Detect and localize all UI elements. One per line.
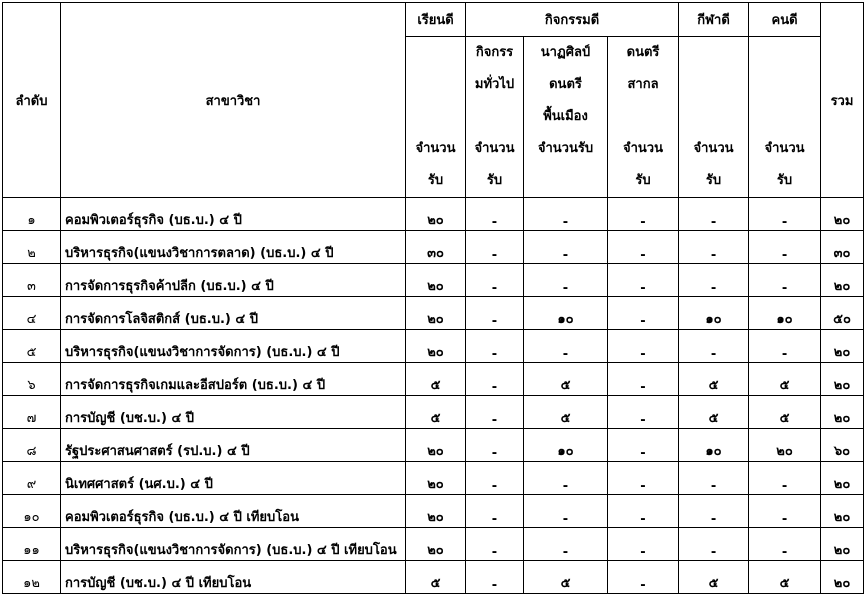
header-no: ลำดับ — [3, 3, 61, 198]
row-no: ๑๐ — [3, 495, 61, 528]
row-no: ๑๑ — [3, 528, 61, 561]
row-academic: ๒๐ — [406, 198, 466, 231]
row-major: บริหารธุรกิจ(แขนงวิชาการจัดการ) (บธ.บ.) ๔ ปี เทียบโอน — [61, 528, 406, 561]
row-major: การบัญชี (บช.บ.) ๔ ปี เทียบโอน — [61, 561, 406, 594]
row-sport: - — [679, 495, 749, 528]
header-activity: กิจกรรมดี — [466, 3, 679, 37]
row-total: ๒๐ — [821, 561, 864, 594]
row-sport: - — [679, 198, 749, 231]
row-activity-intl: - — [608, 330, 679, 363]
row-total: ๒๐ — [821, 495, 864, 528]
row-academic: ๕ — [406, 396, 466, 429]
row-activity-folk: ๕ — [524, 363, 608, 396]
row-academic: ๒๐ — [406, 264, 466, 297]
row-major: การบัญชี (บช.บ.) ๔ ปี — [61, 396, 406, 429]
row-good-person: ๕ — [749, 363, 821, 396]
row-no: ๙ — [3, 462, 61, 495]
row-activity-general: - — [466, 495, 524, 528]
row-good-person: - — [749, 495, 821, 528]
act-folk-line1: นาฏศิลป์ — [540, 45, 591, 60]
subheader-activity-intl-music — [608, 37, 679, 198]
act-folk-line3: พื้นเมือง — [543, 109, 588, 124]
row-good-person: - — [749, 528, 821, 561]
row-activity-intl: - — [608, 528, 679, 561]
row-academic: ๒๐ — [406, 429, 466, 462]
table-row — [3, 363, 864, 396]
row-academic: ๕ — [406, 561, 466, 594]
row-activity-intl: - — [608, 429, 679, 462]
row-good-person: - — [749, 264, 821, 297]
row-activity-general: - — [466, 429, 524, 462]
act-intl-line1: ดนตรี — [626, 45, 660, 60]
row-activity-intl: - — [608, 198, 679, 231]
row-sport: - — [679, 462, 749, 495]
admission-quota-table — [2, 2, 864, 594]
row-no: ๑ — [3, 198, 61, 231]
count-label-line2: รับ — [486, 173, 503, 188]
header-total: รวม — [821, 3, 864, 198]
row-academic: ๓๐ — [406, 231, 466, 264]
row-activity-intl: - — [608, 495, 679, 528]
count-label-line1: จำนวน — [415, 141, 456, 156]
count-label-line1: จำนวน — [474, 141, 515, 156]
header-good-person: คนดี — [749, 3, 821, 37]
row-academic: ๒๐ — [406, 462, 466, 495]
table-row — [3, 528, 864, 561]
row-academic: ๒๐ — [406, 528, 466, 561]
row-total: ๒๐ — [821, 198, 864, 231]
row-sport: - — [679, 528, 749, 561]
table-row — [3, 495, 864, 528]
row-total: ๕๐ — [821, 297, 864, 330]
row-activity-general: - — [466, 462, 524, 495]
row-academic: ๕ — [406, 363, 466, 396]
row-activity-folk: - — [524, 198, 608, 231]
count-label-line1: จำนวน — [693, 141, 734, 156]
row-activity-folk: ๑๐ — [524, 297, 608, 330]
header-sport: กีฬาดี — [679, 3, 749, 37]
subheader-academic-count — [406, 37, 466, 198]
table-row — [3, 561, 864, 594]
header-major: สาขาวิชา — [61, 3, 406, 198]
row-sport: - — [679, 264, 749, 297]
row-no: ๖ — [3, 363, 61, 396]
table-row — [3, 297, 864, 330]
subheader-good-person-count — [749, 37, 821, 198]
row-major: บริหารธุรกิจ(แขนงวิชาการตลาด) (บธ.บ.) ๔ ปี — [61, 231, 406, 264]
row-activity-general: - — [466, 528, 524, 561]
row-activity-intl: - — [608, 264, 679, 297]
row-good-person: - — [749, 231, 821, 264]
table-row — [3, 396, 864, 429]
count-label-line1: จำนวน — [764, 141, 805, 156]
row-activity-general: - — [466, 231, 524, 264]
count-label-line2: รับ — [427, 173, 444, 188]
table-row — [3, 264, 864, 297]
row-major: การจัดการธุรกิจเกมและอีสปอร์ต (บธ.บ.) ๔ ปี — [61, 363, 406, 396]
row-total: ๖๐ — [821, 429, 864, 462]
row-no: ๒ — [3, 231, 61, 264]
row-activity-folk: - — [524, 462, 608, 495]
row-activity-intl: - — [608, 462, 679, 495]
row-total: ๓๐ — [821, 231, 864, 264]
subheader-activity-general — [466, 37, 524, 198]
row-activity-intl: - — [608, 297, 679, 330]
row-total: ๒๐ — [821, 330, 864, 363]
row-activity-general: - — [466, 363, 524, 396]
count-label-line2: รับ — [635, 173, 651, 188]
row-sport: ๕ — [679, 396, 749, 429]
row-no: ๘ — [3, 429, 61, 462]
subheader-sport-count — [679, 37, 749, 198]
row-academic: ๒๐ — [406, 330, 466, 363]
act-general-line1: กิจกรร — [475, 45, 514, 60]
table-row — [3, 462, 864, 495]
count-label-line1: จำนวน — [623, 141, 663, 156]
row-major: การจัดการโลจิสติกส์ (บธ.บ.) ๔ ปี — [61, 297, 406, 330]
row-total: ๒๐ — [821, 462, 864, 495]
row-total: ๒๐ — [821, 528, 864, 561]
row-total: ๒๐ — [821, 264, 864, 297]
row-activity-intl: - — [608, 363, 679, 396]
row-sport: ๕ — [679, 363, 749, 396]
table-body — [3, 198, 864, 594]
header-academic: เรียนดี — [406, 3, 466, 37]
row-total: ๒๐ — [821, 396, 864, 429]
row-activity-general: - — [466, 561, 524, 594]
row-no: ๗ — [3, 396, 61, 429]
row-activity-general: - — [466, 297, 524, 330]
row-total: ๒๐ — [821, 363, 864, 396]
row-sport: - — [679, 231, 749, 264]
row-activity-intl: - — [608, 561, 679, 594]
count-label-line2: รับ — [776, 173, 793, 188]
row-activity-general: - — [466, 330, 524, 363]
row-sport: ๑๐ — [679, 297, 749, 330]
row-activity-folk: - — [524, 264, 608, 297]
row-activity-general: - — [466, 198, 524, 231]
row-good-person: ๒๐ — [749, 429, 821, 462]
row-activity-general: - — [466, 264, 524, 297]
row-major: คอมพิวเตอร์ธุรกิจ (บธ.บ.) ๔ ปี — [61, 198, 406, 231]
table-row — [3, 429, 864, 462]
row-activity-folk: - — [524, 495, 608, 528]
subheader-activity-folk-music — [524, 37, 608, 198]
row-good-person: ๕ — [749, 561, 821, 594]
act-folk-line2: ดนตรี — [549, 77, 582, 92]
row-activity-intl: - — [608, 231, 679, 264]
row-academic: ๒๐ — [406, 495, 466, 528]
row-major: การจัดการธุรกิจค้าปลีก (บธ.บ.) ๔ ปี — [61, 264, 406, 297]
row-sport: ๑๐ — [679, 429, 749, 462]
act-intl-line2: สากล — [627, 77, 659, 92]
row-no: ๓ — [3, 264, 61, 297]
table-row — [3, 231, 864, 264]
row-activity-intl: - — [608, 396, 679, 429]
row-no: ๔ — [3, 297, 61, 330]
row-activity-folk: - — [524, 231, 608, 264]
row-sport: - — [679, 330, 749, 363]
row-academic: ๒๐ — [406, 297, 466, 330]
row-activity-folk: - — [524, 330, 608, 363]
row-activity-general: - — [466, 396, 524, 429]
table-row — [3, 330, 864, 363]
row-no: ๕ — [3, 330, 61, 363]
act-general-line2: มทั่วไป — [474, 77, 515, 92]
row-activity-folk: ๕ — [524, 561, 608, 594]
row-good-person: ๑๐ — [749, 297, 821, 330]
row-activity-folk: - — [524, 528, 608, 561]
count-label-single: จำนวนรับ — [537, 141, 594, 156]
row-activity-folk: ๑๐ — [524, 429, 608, 462]
row-no: ๑๒ — [3, 561, 61, 594]
count-label-line2: รับ — [705, 173, 722, 188]
row-good-person: - — [749, 198, 821, 231]
row-major: บริหารธุรกิจ(แขนงวิชาการจัดการ) (บธ.บ.) ๔ ปี — [61, 330, 406, 363]
row-good-person: ๕ — [749, 396, 821, 429]
row-major: รัฐประศาสนศาสตร์ (รป.บ.) ๔ ปี — [61, 429, 406, 462]
table-row — [3, 198, 864, 231]
row-good-person: - — [749, 330, 821, 363]
row-major: คอมพิวเตอร์ธุรกิจ (บธ.บ.) ๔ ปี เทียบโอน — [61, 495, 406, 528]
row-activity-folk: ๕ — [524, 396, 608, 429]
row-major: นิเทศศาสตร์ (นศ.บ.) ๔ ปี — [61, 462, 406, 495]
row-sport: ๕ — [679, 561, 749, 594]
row-good-person: - — [749, 462, 821, 495]
